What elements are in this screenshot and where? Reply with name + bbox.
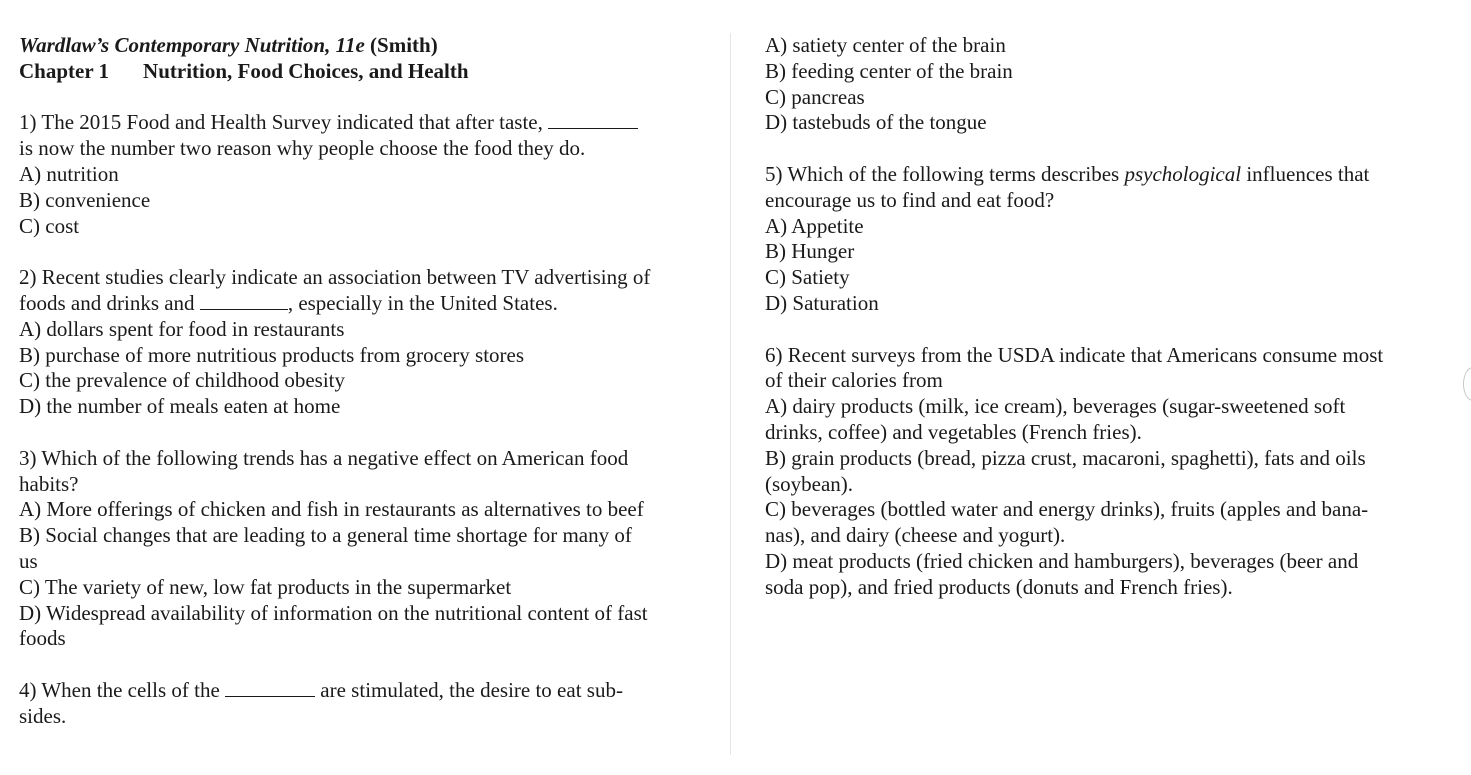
question-2-option-a: A) dollars spent for food in restaurants <box>19 316 345 341</box>
chapter-title: Nutrition, Food Choices, and Health <box>143 58 469 83</box>
chapter-label: Chapter 1 <box>19 58 110 83</box>
question-1-stem-line-1: 1) The 2015 Food and Health Survey indicated that after taste, <box>19 110 709 136</box>
question-4-stem-line-2: sides. <box>19 703 67 728</box>
question-5-option-b: B) Hunger <box>765 239 855 264</box>
column-divider <box>730 33 731 755</box>
question-2-stem-line-1: 2) Recent studies clearly indicate an association between TV advertising of <box>19 265 651 290</box>
question-6-option-c-cont: nas), and dairy (cheese and yogurt). <box>765 523 1066 548</box>
question-6 <box>765 343 1455 601</box>
edge-scroll-handle[interactable] <box>1463 367 1471 401</box>
answer-blank <box>225 680 315 697</box>
question-1-option-c: C) cost <box>19 213 80 238</box>
question-3-option-d-cont: foods <box>19 626 66 651</box>
book-author: (Smith) <box>364 33 438 57</box>
question-4-stem-line-1: 4) When the cells of the are stimulated, the desire to eat sub- <box>19 677 623 702</box>
question-2-option-b: B) purchase of more nutritious products from grocery stores <box>19 342 525 367</box>
chapter-heading <box>19 59 709 85</box>
left-column <box>19 33 709 730</box>
question-4 <box>19 678 709 730</box>
question-1-stem-line-2: is now the number two reason why people choose the food they do. <box>19 136 586 161</box>
question-4-option-c: C) pancreas <box>765 84 865 109</box>
question-5-option-a: A) Appetite <box>765 213 864 238</box>
question-2-option-c: C) the prevalence of childhood obesity <box>19 368 345 393</box>
question-5 <box>765 162 1455 317</box>
right-column <box>765 33 1455 601</box>
question-6-stem-line-1: 6) Recent surveys from the USDA indicate that Americans consume most <box>765 342 1384 367</box>
book-title-line <box>19 33 709 59</box>
question-6-option-d-cont: soda pop), and fried products (donuts and French fries). <box>765 574 1233 599</box>
question-2-stem-line-2: foods and drinks and , especially in the United States. <box>19 290 558 315</box>
question-5-stem-line-1: 5) Which of the following terms describes psychological influences that <box>765 161 1370 186</box>
question-5-stem-line-2: encourage us to find and eat food? <box>765 187 1055 212</box>
question-6-option-a-cont: drinks, coffee) and vegetables (French fries). <box>765 419 1142 444</box>
question-6-option-c: C) beverages (bottled water and energy drinks), fruits (apples and bana- <box>765 497 1369 522</box>
question-3-option-b: B) Social changes that are leading to a general time shortage for many of <box>19 523 632 548</box>
question-6-option-d: D) meat products (fried chicken and hamburgers), beverages (beer and <box>765 548 1359 573</box>
question-5-option-d: D) Saturation <box>765 290 879 315</box>
question-2-option-d: D) the number of meals eaten at home <box>19 394 341 419</box>
question-4-option-d: D) tastebuds of the tongue <box>765 110 987 135</box>
question-4-option-a: A) satiety center of the brain <box>765 33 1006 57</box>
question-6-option-b-cont: (soybean). <box>765 471 854 496</box>
book-title: Wardlaw’s Contemporary Nutrition, 11e <box>19 33 365 57</box>
question-1 <box>19 110 709 239</box>
question-5-option-c: C) Satiety <box>765 265 850 290</box>
question-1-option-b: B) convenience <box>19 187 151 212</box>
question-6-option-a: A) dairy products (milk, ice cream), beverages (sugar-sweetened soft <box>765 394 1346 419</box>
question-6-stem-line-2: of their calories from <box>765 368 943 393</box>
question-3-option-d: D) Widespread availability of information on the nutritional content of fast <box>19 600 648 625</box>
question-6-option-b: B) grain products (bread, pizza crust, macaroni, spaghetti), fats and oils <box>765 445 1366 470</box>
question-4-options <box>765 33 1455 136</box>
question-3-stem-line-2: habits? <box>19 471 79 496</box>
question-3 <box>19 446 709 652</box>
question-3-stem-line-1: 3) Which of the following trends has a negative effect on American food <box>19 445 629 470</box>
question-2 <box>19 265 709 420</box>
question-4-option-b: B) feeding center of the brain <box>765 58 1013 83</box>
question-3-option-b-cont: us <box>19 548 38 573</box>
question-1-option-a: A) nutrition <box>19 161 119 186</box>
answer-blank <box>548 112 638 129</box>
answer-blank <box>200 293 288 310</box>
question-3-option-c: C) The variety of new, low fat products in the supermarket <box>19 574 512 599</box>
question-3-option-a: A) More offerings of chicken and fish in restaurants as alternatives to beef <box>19 497 644 522</box>
